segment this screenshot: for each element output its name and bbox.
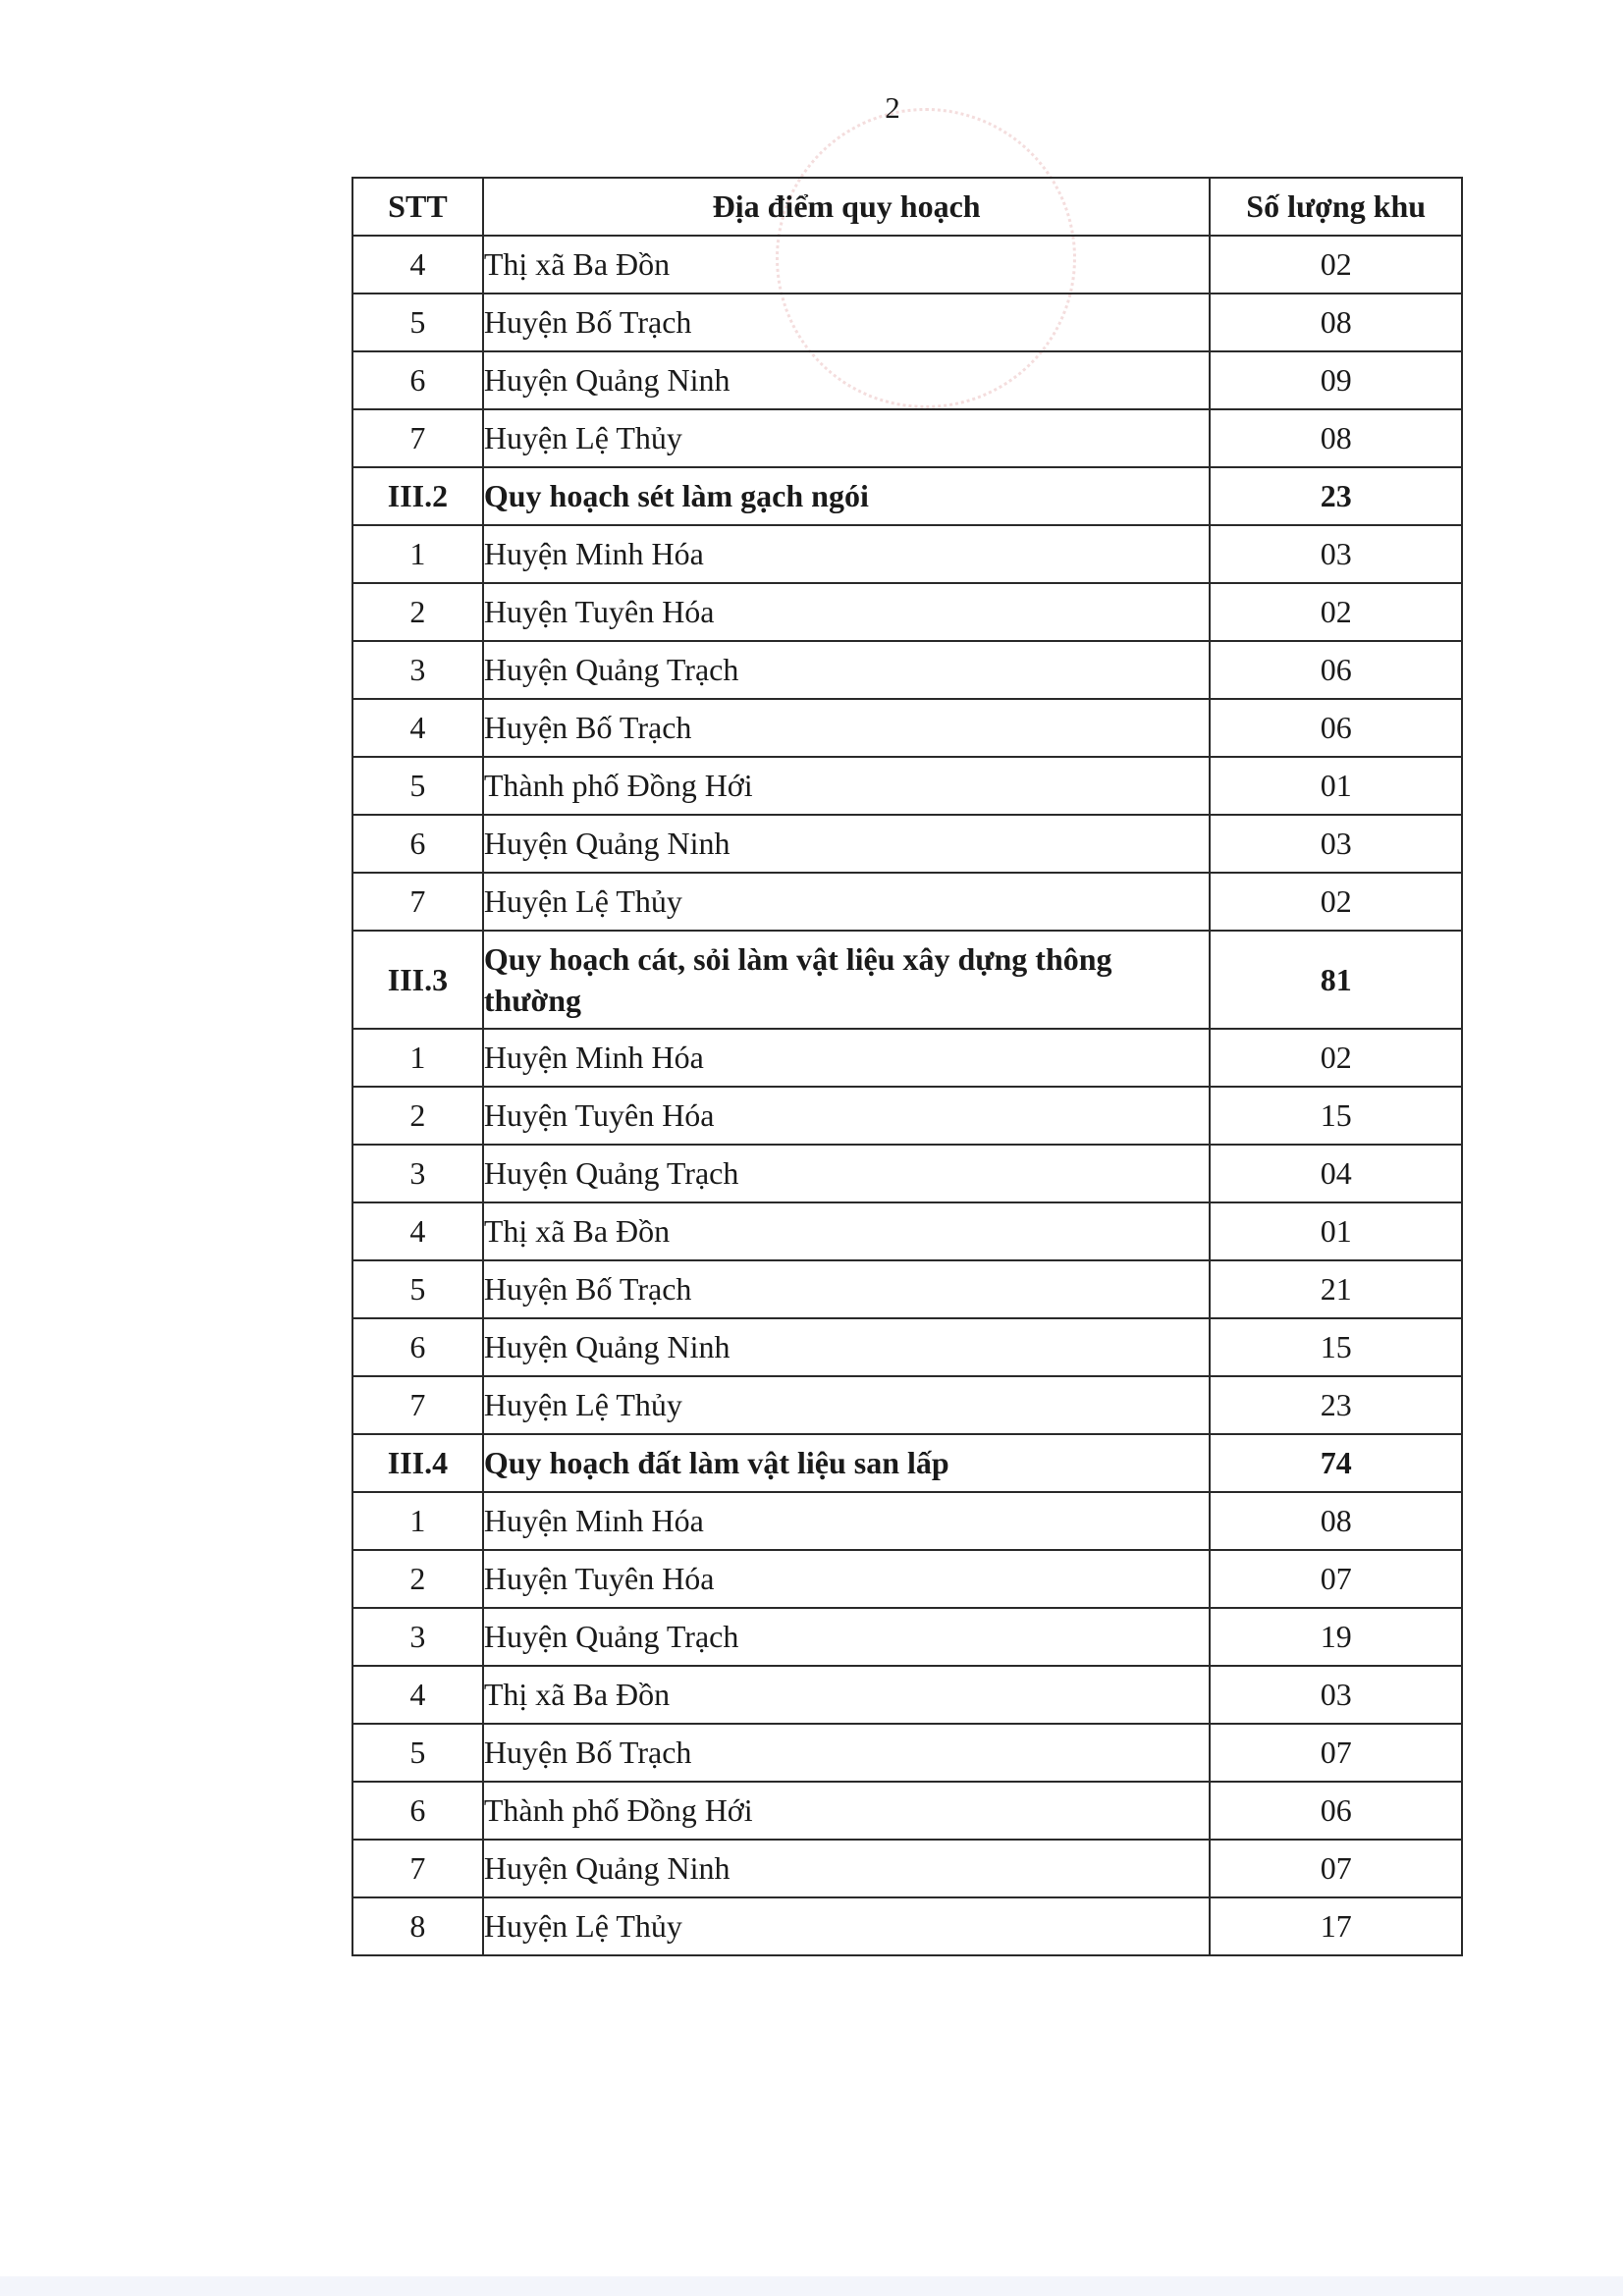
row-stt: 2 — [352, 1087, 483, 1145]
row-count: 23 — [1210, 467, 1462, 525]
row-stt: 5 — [352, 1724, 483, 1782]
section-row — [352, 467, 1462, 525]
row-stt: 6 — [352, 1318, 483, 1376]
row-stt: 1 — [352, 525, 483, 583]
planning-table — [352, 177, 1463, 1956]
table-row — [352, 1897, 1462, 1955]
row-location: Thị xã Ba Đồn — [483, 236, 1211, 294]
table-row — [352, 699, 1462, 757]
row-location: Huyện Tuyên Hóa — [483, 1550, 1211, 1608]
table-row — [352, 1492, 1462, 1550]
row-location: Huyện Quảng Trạch — [483, 1145, 1211, 1202]
table-row — [352, 641, 1462, 699]
row-location: Quy hoạch sét làm gạch ngói — [483, 467, 1211, 525]
row-stt: 7 — [352, 409, 483, 467]
row-count: 02 — [1210, 236, 1462, 294]
row-location: Huyện Lệ Thủy — [483, 1376, 1211, 1434]
row-stt: 6 — [352, 351, 483, 409]
row-location: Huyện Quảng Trạch — [483, 1608, 1211, 1666]
row-count: 17 — [1210, 1897, 1462, 1955]
row-stt: 5 — [352, 1260, 483, 1318]
table-row — [352, 1029, 1462, 1087]
row-location: Huyện Quảng Trạch — [483, 641, 1211, 699]
table-row — [352, 583, 1462, 641]
row-stt: 7 — [352, 873, 483, 931]
table-row — [352, 757, 1462, 815]
section-row — [352, 1434, 1462, 1492]
row-location: Huyện Bố Trạch — [483, 1260, 1211, 1318]
row-count: 74 — [1210, 1434, 1462, 1492]
row-location: Huyện Tuyên Hóa — [483, 1087, 1211, 1145]
row-location: Thành phố Đồng Hới — [483, 1782, 1211, 1840]
row-location: Huyện Lệ Thủy — [483, 409, 1211, 467]
row-count: 02 — [1210, 583, 1462, 641]
table-row — [352, 409, 1462, 467]
row-count: 06 — [1210, 699, 1462, 757]
row-stt: III.4 — [352, 1434, 483, 1492]
row-count: 21 — [1210, 1260, 1462, 1318]
row-location: Huyện Bố Trạch — [483, 1724, 1211, 1782]
row-location: Huyện Minh Hóa — [483, 1492, 1211, 1550]
row-stt: 8 — [352, 1897, 483, 1955]
table-row — [352, 1318, 1462, 1376]
row-stt: 6 — [352, 1782, 483, 1840]
row-stt: 4 — [352, 1666, 483, 1724]
row-stt: 3 — [352, 1608, 483, 1666]
row-count: 15 — [1210, 1087, 1462, 1145]
row-location: Huyện Bố Trạch — [483, 294, 1211, 351]
page-number: 2 — [885, 90, 900, 125]
row-stt: III.3 — [352, 931, 483, 1029]
row-count: 06 — [1210, 641, 1462, 699]
row-count: 02 — [1210, 873, 1462, 931]
bottom-edge — [0, 2276, 1623, 2296]
row-count: 06 — [1210, 1782, 1462, 1840]
table-row — [352, 1145, 1462, 1202]
row-count: 23 — [1210, 1376, 1462, 1434]
table-row — [352, 815, 1462, 873]
table-row — [352, 1087, 1462, 1145]
row-location: Huyện Quảng Ninh — [483, 351, 1211, 409]
row-count: 08 — [1210, 409, 1462, 467]
row-stt: 4 — [352, 236, 483, 294]
table-row — [352, 1840, 1462, 1897]
table-row — [352, 1550, 1462, 1608]
row-count: 03 — [1210, 1666, 1462, 1724]
row-stt: 1 — [352, 1029, 483, 1087]
row-count: 09 — [1210, 351, 1462, 409]
row-count: 19 — [1210, 1608, 1462, 1666]
row-stt: 4 — [352, 1202, 483, 1260]
table-row — [352, 236, 1462, 294]
row-stt: 7 — [352, 1376, 483, 1434]
table-row — [352, 351, 1462, 409]
table-row — [352, 525, 1462, 583]
table-row — [352, 1260, 1462, 1318]
row-count: 07 — [1210, 1724, 1462, 1782]
row-count: 08 — [1210, 294, 1462, 351]
row-location: Huyện Lệ Thủy — [483, 873, 1211, 931]
row-stt: 4 — [352, 699, 483, 757]
row-location: Huyện Tuyên Hóa — [483, 583, 1211, 641]
row-location: Huyện Minh Hóa — [483, 525, 1211, 583]
row-location: Quy hoạch cát, sỏi làm vật liệu xây dựng thông thường — [483, 931, 1211, 1029]
table-row — [352, 1608, 1462, 1666]
row-location: Huyện Bố Trạch — [483, 699, 1211, 757]
row-stt: 2 — [352, 583, 483, 641]
section-row — [352, 931, 1462, 1029]
row-count: 03 — [1210, 815, 1462, 873]
row-stt: 5 — [352, 294, 483, 351]
row-location: Huyện Lệ Thủy — [483, 1897, 1211, 1955]
row-count: 08 — [1210, 1492, 1462, 1550]
row-location: Thị xã Ba Đồn — [483, 1202, 1211, 1260]
row-location: Huyện Quảng Ninh — [483, 1840, 1211, 1897]
table-header-row — [352, 178, 1462, 236]
row-stt: 7 — [352, 1840, 483, 1897]
row-location: Huyện Quảng Ninh — [483, 815, 1211, 873]
table-row — [352, 294, 1462, 351]
row-count: 03 — [1210, 525, 1462, 583]
row-stt: 2 — [352, 1550, 483, 1608]
table-row — [352, 1782, 1462, 1840]
row-count: 81 — [1210, 931, 1462, 1029]
table-row — [352, 1666, 1462, 1724]
row-location: Huyện Minh Hóa — [483, 1029, 1211, 1087]
row-count: 01 — [1210, 757, 1462, 815]
row-location: Huyện Quảng Ninh — [483, 1318, 1211, 1376]
row-location: Quy hoạch đất làm vật liệu san lấp — [483, 1434, 1211, 1492]
row-count: 02 — [1210, 1029, 1462, 1087]
row-count: 07 — [1210, 1550, 1462, 1608]
row-count: 15 — [1210, 1318, 1462, 1376]
table-row — [352, 1376, 1462, 1434]
row-count: 07 — [1210, 1840, 1462, 1897]
row-stt: 5 — [352, 757, 483, 815]
row-count: 01 — [1210, 1202, 1462, 1260]
row-stt: III.2 — [352, 467, 483, 525]
row-stt: 1 — [352, 1492, 483, 1550]
row-stt: 3 — [352, 1145, 483, 1202]
row-stt: 3 — [352, 641, 483, 699]
table-row — [352, 1202, 1462, 1260]
header-count: Số lượng khu — [1210, 178, 1462, 236]
table-row — [352, 873, 1462, 931]
row-count: 04 — [1210, 1145, 1462, 1202]
row-location: Thành phố Đồng Hới — [483, 757, 1211, 815]
table-row — [352, 1724, 1462, 1782]
row-location: Thị xã Ba Đồn — [483, 1666, 1211, 1724]
header-stt: STT — [352, 178, 483, 236]
row-stt: 6 — [352, 815, 483, 873]
header-location: Địa điểm quy hoạch — [483, 178, 1211, 236]
